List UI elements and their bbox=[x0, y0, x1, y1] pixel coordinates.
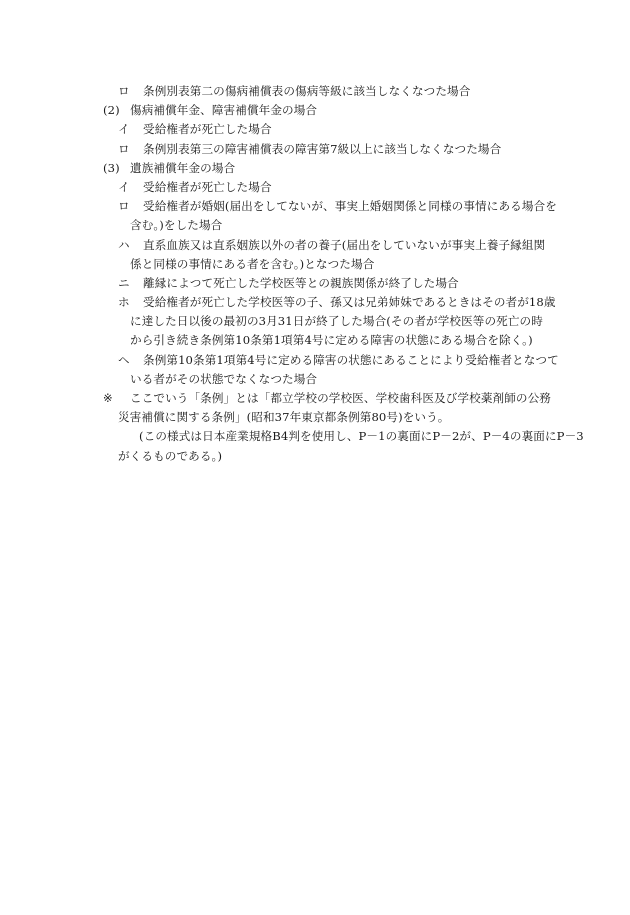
section-number: (3) bbox=[103, 160, 120, 175]
form-size-note-continuation bbox=[0, 447, 630, 466]
note-text: 災害補償に関する条例」(昭和37年東京都条例第80号)をいう。 bbox=[118, 410, 450, 425]
item-continuation bbox=[0, 216, 630, 235]
item-continuation bbox=[0, 331, 630, 350]
item-text: 受給権者が死亡した場合 bbox=[143, 122, 272, 137]
section-heading-3 bbox=[0, 159, 630, 178]
item-continuation bbox=[0, 370, 630, 389]
section-title: 傷病補償年金、障害補償年金の場合 bbox=[130, 103, 318, 118]
item-text: 受給権者が死亡した場合 bbox=[143, 179, 272, 194]
item-text: いる者がその状態でなくなつた場合 bbox=[130, 371, 318, 386]
item-marker: ニ bbox=[118, 275, 130, 290]
item-ni-dissolution bbox=[0, 274, 630, 293]
item-continuation bbox=[0, 312, 630, 331]
item-i-death bbox=[0, 120, 630, 139]
item-marker: ロ bbox=[118, 141, 130, 156]
section-title: 遺族補償年金の場合 bbox=[130, 160, 236, 175]
item-text: 離縁によつて死亡した学校医等との親族関係が終了した場合 bbox=[143, 275, 459, 290]
item-marker: ハ bbox=[118, 237, 130, 252]
item-marker: ロ bbox=[118, 84, 130, 98]
item-continuation bbox=[0, 255, 630, 274]
item-ho-age-limit bbox=[0, 293, 630, 312]
note-continuation bbox=[0, 408, 630, 427]
item-text: 条例別表第二の傷病補償表の傷病等級に該当しなくなつた場合 bbox=[143, 84, 471, 98]
item-text: 受給権者が婚姻(届出をしてないが、事実上婚姻関係と同様の事情にある場合を bbox=[143, 199, 557, 214]
section-number: (2) bbox=[103, 103, 120, 118]
item-marker: ヘ bbox=[118, 352, 130, 367]
section-heading-2 bbox=[0, 101, 630, 120]
note-text: がくるものである。) bbox=[118, 448, 223, 463]
item-text: 受給権者が死亡した学校医等の子、孫又は兄弟姉妹であるときはその者が18歳 bbox=[143, 295, 556, 310]
note-text: ここでいう「条例」とは「都立学校の学校医、学校歯科医及び学校薬剤師の公務 bbox=[130, 391, 551, 405]
item-ro-disability-grade bbox=[0, 140, 630, 159]
item-text: 条例第10条第1項第4号に定める障害の状態にあることにより受給権者となつて bbox=[143, 352, 559, 367]
item-ro-marriage bbox=[0, 197, 630, 216]
item-i-death bbox=[0, 178, 630, 197]
item-marker: イ bbox=[118, 122, 130, 137]
document-body bbox=[0, 82, 630, 466]
item-he-disability-state bbox=[0, 351, 630, 370]
note-text: (この様式は日本産業規格B4判を使用し、P－1の裏面にP－2が、P－4の裏面にP－3 bbox=[139, 429, 584, 444]
item-ha-adoption bbox=[0, 236, 630, 255]
note-marker: ※ bbox=[103, 391, 113, 405]
item-text: 含む。)をした場合 bbox=[130, 218, 223, 233]
form-size-note bbox=[0, 427, 630, 446]
item-text: から引き続き条例第10条第1項第4号に定める障害の状態にある場合を除く。) bbox=[130, 333, 533, 348]
item-marker: ホ bbox=[118, 295, 130, 310]
item-text: 直系血族又は直系姻族以外の者の養子(届出をしていないが事実上養子縁組関 bbox=[143, 237, 546, 252]
item-ro-injury-grade bbox=[0, 82, 630, 101]
item-text: 係と同様の事情にある者を含む。)となつた場合 bbox=[130, 256, 375, 271]
item-marker: イ bbox=[118, 179, 130, 194]
item-text: 条例別表第三の障害補償表の障害第7級以上に該当しなくなつた場合 bbox=[143, 141, 502, 156]
note-ordinance-definition bbox=[0, 389, 630, 408]
item-text: に達した日以後の最初の3月31日が終了した場合(その者が学校医等の死亡の時 bbox=[130, 314, 543, 329]
item-marker: ロ bbox=[118, 199, 130, 214]
